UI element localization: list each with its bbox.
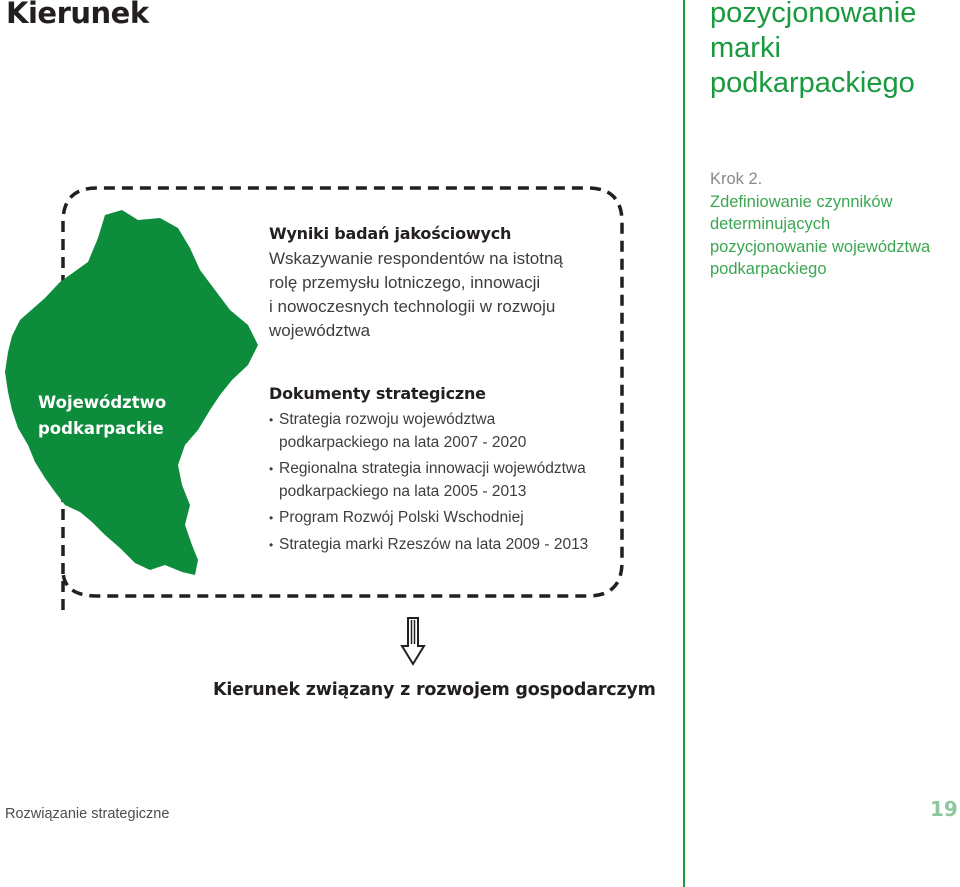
strategic-documents	[269, 384, 629, 560]
bullet-icon: •	[269, 413, 274, 427]
documents-heading: Dokumenty strategiczne	[269, 384, 486, 403]
map-label-line: Województwo	[38, 393, 167, 412]
qualitative-line: województwa	[269, 321, 371, 340]
list-item	[269, 507, 629, 530]
bullet-icon: •	[269, 537, 274, 552]
map-label	[38, 390, 168, 442]
page-number: 19	[930, 797, 958, 821]
qualitative-body	[269, 247, 614, 343]
list-item-line: Regionalna strategia innowacji województwa	[279, 460, 586, 477]
step-text-line: pozycjonowanie województwa	[710, 237, 931, 256]
section-title-line: marki	[710, 32, 781, 64]
section-title-line: podkarpackiego	[710, 67, 915, 99]
step-text-line: podkarpackiego	[710, 260, 827, 278]
section-title-line: pozycjonowanie	[710, 0, 917, 29]
documents-list	[269, 409, 629, 556]
list-item-line: podkarpackiego na lata 2007 - 2020	[279, 433, 527, 451]
qualitative-heading: Wyniki badań jakościowych	[269, 224, 512, 243]
bullet-icon: •	[269, 511, 274, 525]
down-arrow-icon	[400, 616, 426, 666]
qualitative-line: rolę przemysłu lotniczego, innowacji	[269, 273, 541, 292]
qualitative-line: i nowoczesnych technologii w rozwoju	[269, 297, 556, 316]
map-label-line: podkarpackie	[38, 419, 164, 438]
bullet-icon: •	[269, 462, 274, 476]
step-label: Krok 2.	[710, 170, 763, 188]
page-title: Kierunek	[6, 0, 149, 30]
list-item-line: Strategia marki Rzeszów na lata 2009 - 2013	[279, 535, 589, 553]
list-item	[269, 534, 629, 557]
qualitative-results	[269, 224, 614, 343]
list-item	[269, 409, 629, 454]
list-item	[269, 458, 629, 503]
direction-statement: Kierunek związany z rozwojem gospodarczym	[213, 680, 656, 700]
qualitative-line: Wskazywanie respondentów na istotną	[269, 249, 563, 268]
step-text-line: determinujących	[710, 215, 831, 233]
footer-section-name: Rozwiązanie strategiczne	[5, 806, 170, 822]
list-item-line: Strategia rozwoju województwa	[279, 411, 496, 428]
step-text-line: Zdefiniowanie czynników	[710, 192, 893, 211]
list-item-line: Program Rozwój Polski Wschodniej	[279, 509, 524, 526]
list-item-line: podkarpackiego na lata 2005 - 2013	[279, 482, 527, 500]
